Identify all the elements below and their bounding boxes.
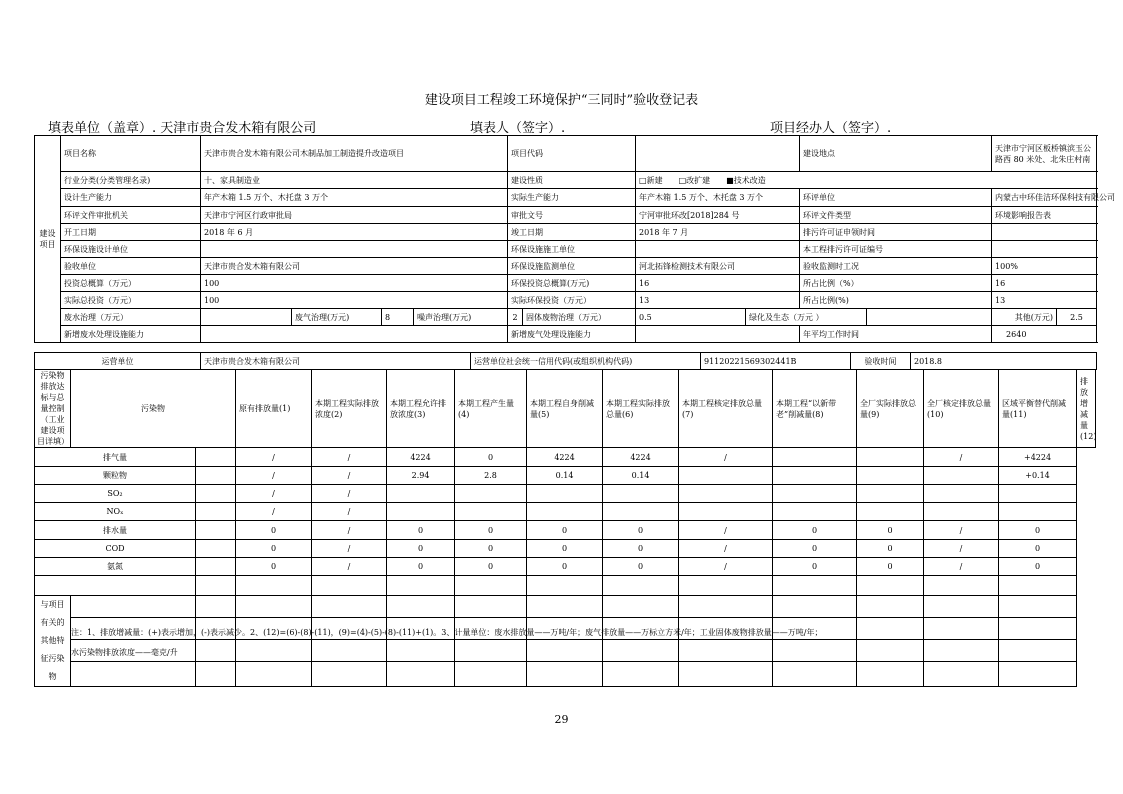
pollutant-value: 0	[527, 558, 603, 576]
empty-cell	[999, 640, 1077, 662]
pollutant-name: SO₂	[35, 485, 196, 503]
other-pollutant-row	[35, 640, 1096, 662]
pollutant-row	[35, 576, 1096, 596]
cell-label: 年平均工作时间	[800, 326, 992, 343]
pollutant-value	[312, 576, 387, 596]
cell-value	[867, 309, 992, 326]
cell-label: 废气治理(万元)	[292, 309, 382, 326]
cell-label: 实际总投资（万元）	[61, 292, 201, 309]
pollutant-value	[679, 467, 773, 485]
header-cell: 本期工程允许排放浓度(3)	[387, 370, 455, 448]
pollutant-value	[924, 576, 999, 596]
pollutant-value: /	[236, 485, 312, 503]
cell-value: 天津市贵合发木箱有限公司	[201, 258, 508, 275]
pollutant-value	[773, 448, 857, 467]
pollutant-value: 0	[857, 558, 924, 576]
cell-value: 河北拓锋检测技术有限公司	[636, 258, 800, 275]
pollutant-value: 0	[455, 521, 527, 540]
pollutant-value	[527, 485, 603, 503]
pollutant-value: 4224	[603, 448, 679, 467]
pollutant-value	[196, 558, 236, 576]
pollutant-name: COD	[35, 540, 196, 558]
cell-value: 十、家具制造业	[201, 172, 508, 189]
pollutant-value	[603, 485, 679, 503]
cell-value: 年产木箱 1.5 万个、木托盘 3 万个	[201, 189, 508, 207]
pollutant-value: 4224	[527, 448, 603, 467]
pollutant-value: 0	[603, 558, 679, 576]
cell-label: 环评文件类型	[800, 207, 992, 224]
operator-row	[35, 353, 1097, 370]
empty-cell	[999, 662, 1077, 687]
pollutant-value: 0	[387, 558, 455, 576]
pollutant-value	[924, 467, 999, 485]
pollutant-row	[35, 503, 1096, 521]
empty-cell	[527, 662, 603, 687]
project-row-9	[35, 292, 1097, 309]
pollutant-value	[773, 576, 857, 596]
cell-label: 环保投资总概算(万元)	[508, 275, 636, 292]
cell-label: 废水治理（万元）	[61, 309, 201, 326]
cell-label: 新增废气处理设施能力	[508, 326, 636, 343]
empty-cell	[603, 640, 679, 662]
project-row-1	[35, 136, 1097, 172]
cell-label: 运营单位	[35, 353, 201, 370]
header-cell: 本期工程产生量(4)	[455, 370, 527, 448]
empty-cell	[773, 596, 857, 618]
pollutant-value	[679, 576, 773, 596]
cell-label: 运营单位社会统一信用代码(或组织机构代码)	[471, 353, 701, 370]
pollutant-value: 0	[857, 521, 924, 540]
cell-label: 实际生产能力	[508, 189, 636, 207]
pollutant-value	[387, 576, 455, 596]
empty-cell	[773, 640, 857, 662]
cell-value	[992, 241, 1097, 258]
pollutant-value: /	[924, 540, 999, 558]
cell-value: 2	[508, 309, 523, 326]
pollutant-value	[455, 503, 527, 521]
cell-label: 排污许可证申领时间	[800, 224, 992, 241]
cell-label: 开工日期	[61, 224, 201, 241]
header-cell: 本期工程实际排放浓度(2)	[312, 370, 387, 448]
pollutant-value	[773, 503, 857, 521]
pollutant-value: 0	[999, 540, 1077, 558]
pollutant-value: +0.14	[999, 467, 1077, 485]
empty-cell	[455, 596, 527, 618]
pollutant-value	[857, 467, 924, 485]
header-cell: 全厂实际排放总量(9)	[857, 370, 924, 448]
cell-label: 所占比例(%)	[800, 292, 992, 309]
empty-cell	[924, 596, 999, 618]
pollutant-value: /	[312, 540, 387, 558]
empty-cell	[999, 596, 1077, 618]
pollutant-row	[35, 448, 1096, 467]
pollutant-row	[35, 467, 1096, 485]
pollutant-value	[196, 467, 236, 485]
header-cell: 本期工程核定排放总量(7)	[679, 370, 773, 448]
header-cell: 本期工程“以新带老”削减量(8)	[773, 370, 857, 448]
pollutant-value: +4224	[999, 448, 1077, 467]
cell-value	[636, 136, 800, 172]
project-row-4	[35, 207, 1097, 224]
note-line-2: 水污染物排放浓度——毫克/升	[71, 648, 178, 657]
pollutant-value	[999, 485, 1077, 503]
pollutant-row	[35, 485, 1096, 503]
project-info-table	[34, 135, 1116, 343]
pollutant-value	[999, 503, 1077, 521]
pollutant-value: 0.14	[603, 467, 679, 485]
pollutant-value: /	[312, 503, 387, 521]
filler-label: 填表人（签字）.	[470, 121, 566, 136]
header-cell: 本期工程实际排放总量(6)	[603, 370, 679, 448]
pollutant-value	[455, 485, 527, 503]
empty-cell	[196, 640, 236, 662]
cell-label: 本工程排污许可证编号	[800, 241, 992, 258]
pollutant-value: /	[679, 448, 773, 467]
pollutant-value	[773, 467, 857, 485]
cell-value	[201, 309, 292, 326]
empty-cell	[857, 662, 924, 687]
pollutant-value	[857, 485, 924, 503]
empty-cell	[236, 596, 312, 618]
empty-cell	[679, 640, 773, 662]
empty-cell	[679, 596, 773, 618]
empty-cell	[312, 640, 387, 662]
cell-label: 其他(万元)	[992, 309, 1057, 326]
empty-cell	[999, 618, 1077, 640]
cell-value: 13	[992, 292, 1097, 309]
empty-cell	[924, 618, 999, 640]
cell-label: 环保设施施工单位	[508, 241, 636, 258]
pollutant-value	[196, 521, 236, 540]
header-cell: 原有排放量(1)	[236, 370, 312, 448]
empty-cell	[773, 662, 857, 687]
note-line-1: 注：1、排放增减量：(+)表示增加，(-)表示减少。2、(12)=(6)-(8)-(11)，(9)=(4)-(5)-(8)-(11)+(1)。3、计量单位：废水排放量——万吨/年；废气排放量——万标立方米/年；工业固体废物排放量——万吨/年；	[71, 628, 823, 637]
cell-label: 行业分类(分类管理名录)	[61, 172, 201, 189]
empty-cell	[236, 662, 312, 687]
cell-label: 项目代码	[508, 136, 636, 172]
pollutant-value: 0	[455, 448, 527, 467]
pollutant-value: /	[679, 540, 773, 558]
empty-cell	[857, 640, 924, 662]
cell-label: 实际环保投资（万元）	[508, 292, 636, 309]
cell-label: 所占比例（%）	[800, 275, 992, 292]
pollutant-name: 排水量	[35, 521, 196, 540]
cell-value: 2018 年 6 月	[201, 224, 508, 241]
pollutant-value: 0	[387, 521, 455, 540]
pollutant-value: /	[312, 521, 387, 540]
empty-cell	[527, 640, 603, 662]
cell-label: 竣工日期	[508, 224, 636, 241]
pollutant-value	[924, 503, 999, 521]
empty-cell	[196, 596, 236, 618]
cell-value	[636, 241, 800, 258]
cell-value: 2.5	[1057, 309, 1097, 326]
empty-cell	[387, 640, 455, 662]
cell-value: 内蒙古中环佳洁环保科技有限公司	[992, 189, 1097, 207]
pollutant-value	[857, 576, 924, 596]
project-row-2	[35, 172, 1097, 189]
project-row-10	[35, 309, 1097, 326]
pollutant-value: /	[924, 448, 999, 467]
pollutant-value: 0	[603, 540, 679, 558]
project-row-11	[35, 326, 1097, 343]
pollutant-value	[387, 485, 455, 503]
pollutant-row	[35, 540, 1096, 558]
fill-unit-label: 填表单位（盖章）. 天津市贵合发木箱有限公司	[48, 121, 317, 136]
empty-cell	[387, 596, 455, 618]
pollutant-value	[679, 503, 773, 521]
empty-cell	[312, 662, 387, 687]
pollutant-value: /	[679, 558, 773, 576]
pollutant-value	[527, 503, 603, 521]
pollutant-value	[196, 503, 236, 521]
project-row-3	[35, 189, 1097, 207]
cell-value	[636, 326, 800, 343]
construction-type-checkboxes: □新建 □改扩建 ■技术改造	[636, 172, 1097, 189]
cell-value: 13	[636, 292, 800, 309]
cell-value	[201, 241, 508, 258]
pollutant-value	[387, 503, 455, 521]
empty-cell	[603, 596, 679, 618]
pollutant-value: /	[312, 558, 387, 576]
pollutant-value	[196, 576, 236, 596]
pollutant-value: /	[312, 467, 387, 485]
cell-value: 8	[382, 309, 414, 326]
project-row-7	[35, 258, 1097, 275]
pollutant-value: 2.8	[455, 467, 527, 485]
other-pollutants-label: 与项目有关的其他特征污染物	[35, 596, 71, 687]
cell-value: 100	[201, 275, 508, 292]
page-number: 29	[554, 713, 569, 726]
cell-value: 2018.8	[911, 353, 1097, 370]
pollutant-value: 0	[236, 521, 312, 540]
cell-value: 100%	[992, 258, 1097, 275]
pollutant-row	[35, 558, 1096, 576]
cell-label: 建设性质	[508, 172, 636, 189]
pollutant-section-label: 污染物排放达标与总量控制（工业建设项目详填）	[35, 370, 71, 448]
pollutant-value: 0	[773, 540, 857, 558]
pollutant-value: 0	[236, 558, 312, 576]
cell-label: 验收监测时工况	[800, 258, 992, 275]
empty-cell	[527, 596, 603, 618]
project-row-6	[35, 241, 1097, 258]
cell-value: 2018 年 7 月	[636, 224, 800, 241]
pollutant-name	[35, 576, 196, 596]
operator-table	[34, 352, 1097, 370]
section-label: 建设项目	[35, 136, 61, 343]
cell-value: 0.5	[636, 309, 746, 326]
cell-label: 环评单位	[800, 189, 992, 207]
empty-cell	[679, 662, 773, 687]
pollutant-value	[196, 485, 236, 503]
cell-value: 天津市宁河区板桥镇滨玉公路西 80 米处、北朱庄村南	[992, 136, 1097, 172]
empty-cell	[196, 662, 236, 687]
empty-cell	[455, 662, 527, 687]
pollutant-value	[857, 448, 924, 467]
header-cell: 本期工程自身削减量(5)	[527, 370, 603, 448]
cell-value: 环境影响报告表	[992, 207, 1097, 224]
pollutant-value: 0	[773, 558, 857, 576]
cell-label: 环评文件审批机关	[61, 207, 201, 224]
empty-cell	[857, 596, 924, 618]
cell-value: 2640	[992, 326, 1097, 343]
pollutant-value: 2.94	[387, 467, 455, 485]
pollutant-table	[34, 369, 1096, 687]
pollutant-value	[196, 448, 236, 467]
cell-value: 天津市宁河区行政审批局	[201, 207, 508, 224]
cell-value: 91120221569302441B	[701, 353, 851, 370]
empty-cell	[312, 596, 387, 618]
header-cell: 污染物	[71, 370, 236, 448]
cell-label: 建设地点	[800, 136, 992, 172]
pollutant-value	[773, 485, 857, 503]
pollutant-name: NOₓ	[35, 503, 196, 521]
pollutant-value: /	[236, 503, 312, 521]
pollutant-value: /	[236, 448, 312, 467]
pollutant-value	[603, 503, 679, 521]
cell-label: 投资总概算（万元）	[61, 275, 201, 292]
cell-label: 环保设施设计单位	[61, 241, 201, 258]
pollutant-value: 0	[527, 521, 603, 540]
cell-value: 天津市贵合发木箱有限公司木制品加工制造提升改造项目	[201, 136, 508, 172]
cell-value: 年产木箱 1.5 万个、木托盘 3 万个	[636, 189, 800, 207]
pollutant-row	[35, 521, 1096, 540]
project-row-8	[35, 275, 1097, 292]
cell-value: 16	[636, 275, 800, 292]
cell-label: 绿化及生态（万元 ）	[746, 309, 867, 326]
pollutant-value: 0.14	[527, 467, 603, 485]
pollutant-value: 0	[387, 540, 455, 558]
empty-cell	[924, 640, 999, 662]
empty-cell	[603, 662, 679, 687]
cell-label: 噪声治理(万元)	[414, 309, 508, 326]
pollutant-value: 4224	[387, 448, 455, 467]
pollutant-value: 0	[236, 540, 312, 558]
cell-value: 16	[992, 275, 1097, 292]
project-row-5	[35, 224, 1097, 241]
cell-label: 设计生产能力	[61, 189, 201, 207]
pollutant-value: 0	[455, 558, 527, 576]
pollutant-value: /	[236, 467, 312, 485]
header-cell: 排放增减量(12)	[1077, 370, 1096, 448]
empty-cell	[857, 618, 924, 640]
pollutant-value	[236, 576, 312, 596]
page-title: 建设项目工程竣工环境保护“三同时”验收登记表	[424, 93, 699, 108]
pollutant-value	[196, 540, 236, 558]
pollutant-name: 排气量	[35, 448, 196, 467]
cell-label: 审批文号	[508, 207, 636, 224]
pollutant-name: 氨氮	[35, 558, 196, 576]
pollutant-value	[455, 576, 527, 596]
pollutant-value: 0	[455, 540, 527, 558]
other-pollutant-row	[35, 596, 1096, 618]
pollutant-value	[857, 503, 924, 521]
other-pollutant-row	[35, 662, 1096, 687]
empty-cell	[924, 662, 999, 687]
pollutant-value	[603, 576, 679, 596]
pollutant-value: 0	[999, 521, 1077, 540]
pollutant-value: /	[924, 521, 999, 540]
pollutant-value: /	[679, 521, 773, 540]
pollutant-value	[679, 485, 773, 503]
pollutant-value: 0	[603, 521, 679, 540]
pollutant-value	[999, 576, 1077, 596]
pollutant-value: 0	[773, 521, 857, 540]
empty-cell	[71, 596, 196, 618]
cell-value	[992, 224, 1097, 241]
pollutant-value	[924, 485, 999, 503]
cell-label: 项目名称	[61, 136, 201, 172]
cell-value: 天津市贵合发木箱有限公司	[201, 353, 471, 370]
pollutant-value: /	[312, 485, 387, 503]
empty-cell	[455, 640, 527, 662]
cell-label: 新增废水处理设施能力	[61, 326, 201, 343]
pollutant-name: 颗粒物	[35, 467, 196, 485]
cell-label: 验收单位	[61, 258, 201, 275]
pollutant-value: /	[924, 558, 999, 576]
pollutant-value	[527, 576, 603, 596]
cell-label: 验收时间	[851, 353, 911, 370]
pollutant-value: 0	[857, 540, 924, 558]
manager-label: 项目经办人（签字）.	[770, 121, 892, 136]
empty-cell	[387, 662, 455, 687]
cell-value: 100	[201, 292, 508, 309]
cell-value: 宁河审批环改[2018]284 号	[636, 207, 800, 224]
pollutant-value: 0	[527, 540, 603, 558]
pollutant-value: /	[312, 448, 387, 467]
header-cell: 区域平衡替代削减量(11)	[999, 370, 1077, 448]
empty-cell	[71, 662, 196, 687]
pollutant-header-row	[35, 370, 1096, 448]
pollutant-value: 0	[999, 558, 1077, 576]
cell-label: 环保设施监测单位	[508, 258, 636, 275]
cell-label: 固体废物治理（万元）	[523, 309, 636, 326]
header-cell: 全厂核定排放总量(10)	[924, 370, 999, 448]
empty-cell	[236, 640, 312, 662]
cell-value	[201, 326, 508, 343]
